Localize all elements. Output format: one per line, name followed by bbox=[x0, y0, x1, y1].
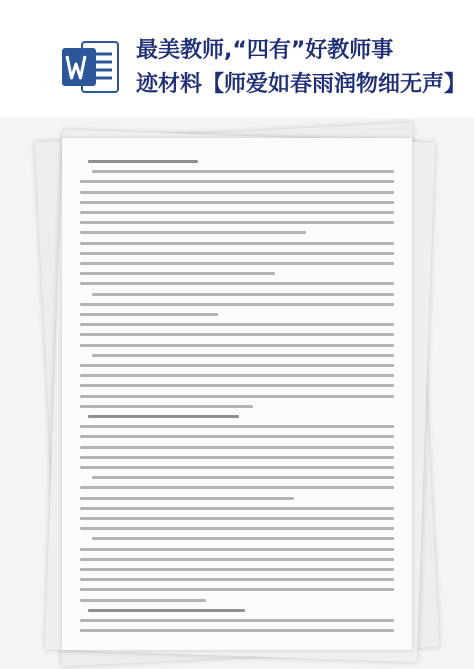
text-line bbox=[80, 374, 394, 377]
document-title-line-1: 最美教师,“四有”好教师事 bbox=[136, 38, 394, 63]
text-line bbox=[80, 425, 394, 428]
text-line bbox=[80, 272, 275, 275]
text-line bbox=[80, 191, 394, 194]
text-line bbox=[80, 333, 394, 336]
text-line bbox=[80, 548, 394, 551]
text-line bbox=[92, 354, 394, 357]
text-line bbox=[80, 446, 394, 449]
text-line bbox=[80, 395, 394, 398]
text-line bbox=[80, 578, 394, 581]
word-document-icon bbox=[60, 36, 122, 98]
text-line bbox=[80, 252, 394, 255]
text-line bbox=[80, 527, 394, 530]
text-line bbox=[80, 435, 394, 438]
text-line bbox=[80, 231, 306, 234]
text-line bbox=[80, 588, 394, 591]
text-line bbox=[80, 180, 394, 183]
text-line bbox=[80, 262, 394, 265]
text-line bbox=[88, 415, 239, 418]
text-line bbox=[80, 568, 394, 571]
document-header bbox=[0, 0, 474, 118]
text-line bbox=[80, 282, 394, 285]
text-line bbox=[80, 629, 394, 632]
text-line bbox=[80, 303, 394, 306]
document-title-line-2: 迹材料【师爱如春雨润物细无声】 bbox=[136, 72, 467, 97]
text-line bbox=[80, 517, 394, 520]
text-line bbox=[80, 201, 394, 204]
text-line bbox=[80, 344, 394, 347]
text-line bbox=[80, 364, 394, 367]
text-line bbox=[80, 456, 394, 459]
text-line bbox=[80, 486, 394, 489]
text-line bbox=[80, 507, 394, 510]
text-line bbox=[92, 170, 394, 173]
text-line bbox=[80, 466, 394, 469]
document-title bbox=[136, 34, 466, 102]
text-line bbox=[92, 537, 394, 540]
text-line bbox=[80, 384, 394, 387]
text-line bbox=[80, 497, 294, 500]
text-line bbox=[92, 476, 394, 479]
text-line bbox=[92, 293, 394, 296]
text-line bbox=[80, 599, 206, 602]
text-line bbox=[80, 558, 394, 561]
text-line bbox=[80, 323, 394, 326]
text-line bbox=[80, 242, 394, 245]
text-line bbox=[88, 160, 198, 163]
text-line bbox=[80, 619, 394, 622]
text-line bbox=[80, 211, 394, 214]
text-line bbox=[80, 221, 394, 224]
document-preview-page bbox=[62, 138, 412, 650]
text-line bbox=[88, 609, 245, 612]
text-line bbox=[80, 313, 218, 316]
text-line bbox=[80, 405, 253, 408]
